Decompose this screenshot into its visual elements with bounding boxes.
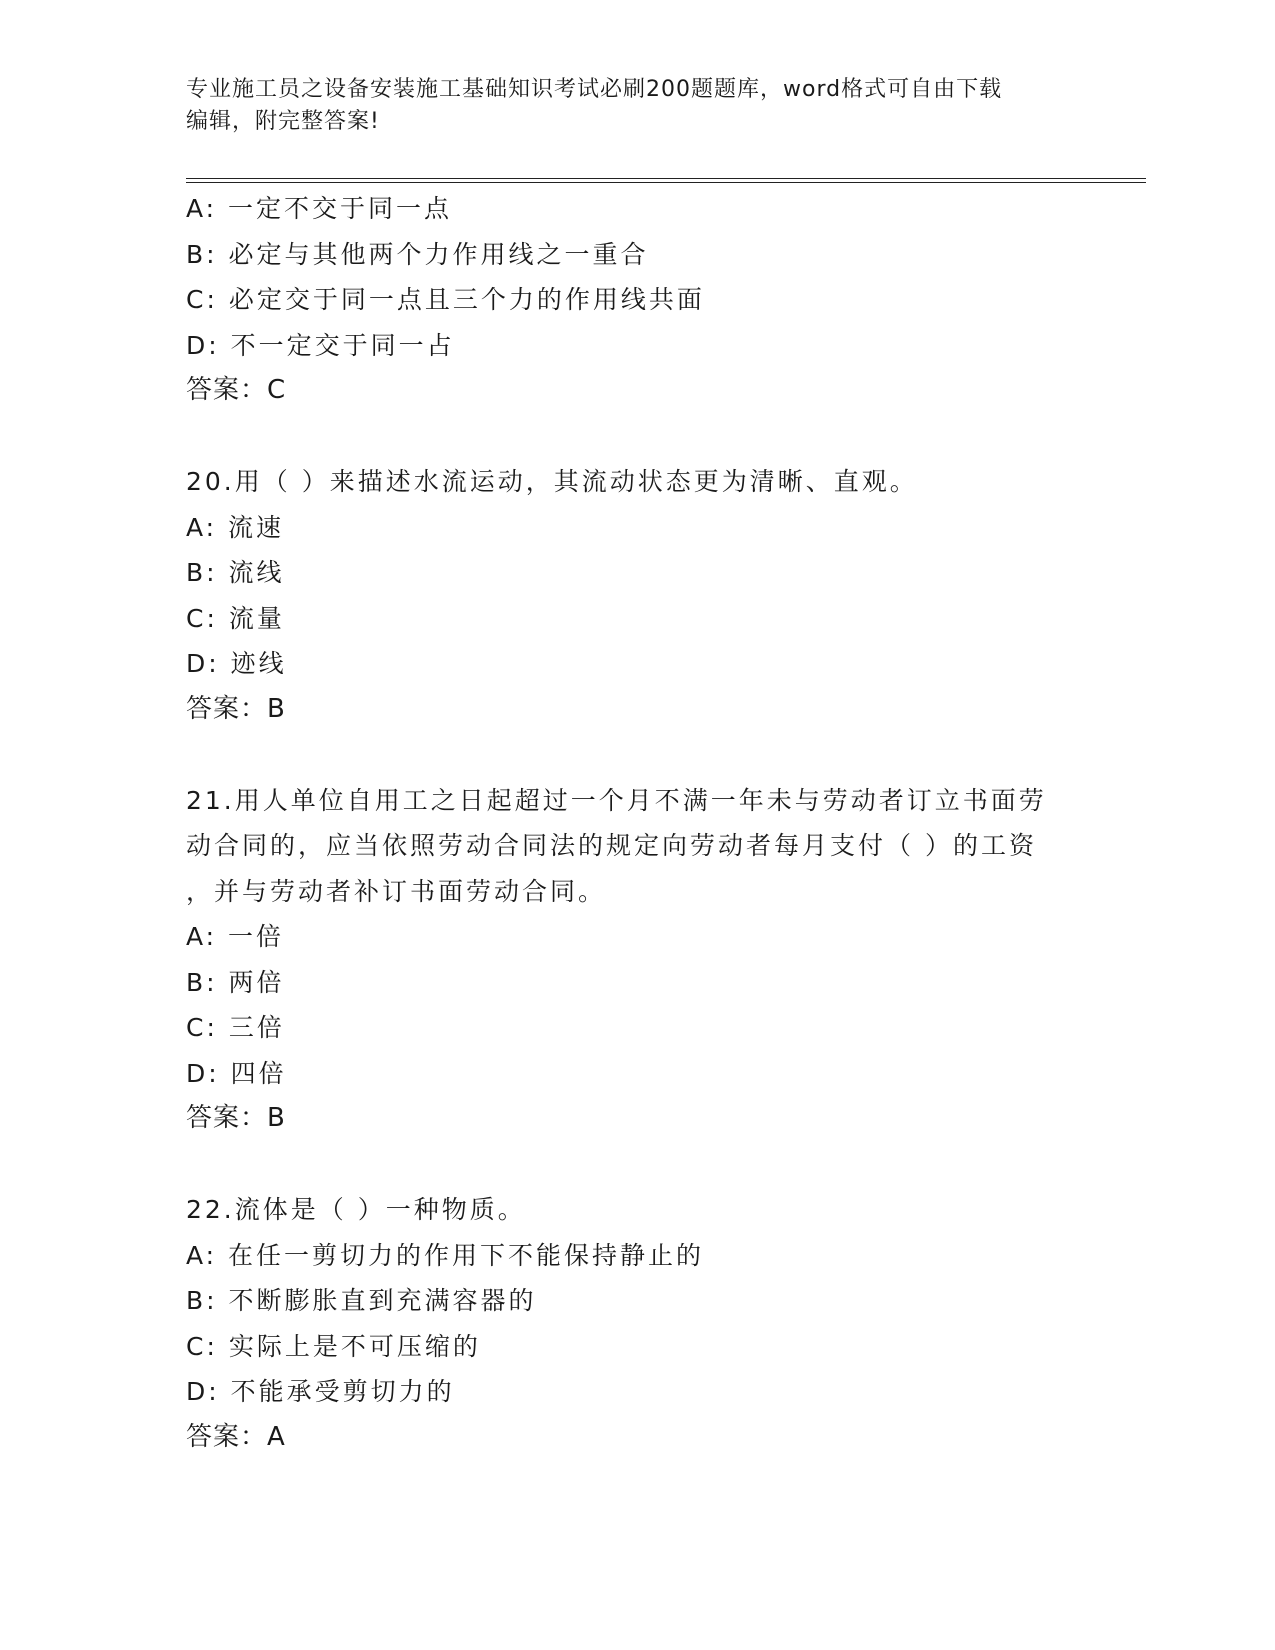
header-rule-top [186,178,1146,179]
option-c: C: 流量 [186,603,285,633]
header-title-line-1: 专业施工员之设备安装施工基础知识考试必刷200题题库，word格式可自由下载 [186,77,1003,102]
spacer [186,732,1086,778]
spacer [186,414,1086,460]
option-a: A: 流速 [186,512,285,542]
answer: 答案：B [186,693,286,724]
question-stem-line-2: 动合同的，应当依照劳动合同法的规定向劳动者每月支付（ ）的工资 [186,831,1037,860]
question-list [186,186,1086,1460]
question-22 [186,1187,1086,1460]
question-19 [186,186,1086,414]
option-b: B: 两倍 [186,967,285,997]
option-b: B: 不断膨胀直到充满容器的 [186,1286,537,1315]
question-stem: 22.流体是（ ）一种物质。 [186,1195,526,1224]
option-a: A: 一定不交于同一点 [186,194,453,223]
header-title-line-2: 编辑，附完整答案! [186,109,380,134]
header-rule-bottom [186,182,1146,183]
option-c: C: 必定交于同一点且三个力的作用线共面 [186,285,705,314]
option-a: A: 一倍 [186,922,285,951]
question-21 [186,778,1086,1142]
option-d: D: 不能承受剪切力的 [186,1377,455,1406]
document-header [186,74,1066,138]
answer: 答案：B [186,1103,286,1133]
option-d: D: 不一定交于同一占 [186,330,455,360]
option-c: C: 实际上是不可压缩的 [186,1331,481,1361]
option-b: B: 流线 [186,558,285,587]
option-d: D: 四倍 [186,1058,287,1088]
question-stem-line-3: ，并与劳动者补订书面劳动合同。 [186,876,607,906]
option-a: A: 在任一剪切力的作用下不能保持静止的 [186,1240,705,1270]
option-b: B: 必定与其他两个力作用线之一重合 [186,239,649,269]
question-stem: 20.用（ ）来描述水流运动，其流动状态更为清晰、直观。 [186,467,918,496]
spacer [186,1142,1086,1188]
answer: 答案：C [186,375,287,405]
answer: 答案：A [186,1421,286,1452]
question-20 [186,459,1086,732]
question-stem-line-1: 21.用人单位自用工之日起超过一个月不满一年未与劳动者订立书面劳 [186,785,1047,815]
option-d: D: 迹线 [186,649,287,678]
option-c: C: 三倍 [186,1013,285,1042]
